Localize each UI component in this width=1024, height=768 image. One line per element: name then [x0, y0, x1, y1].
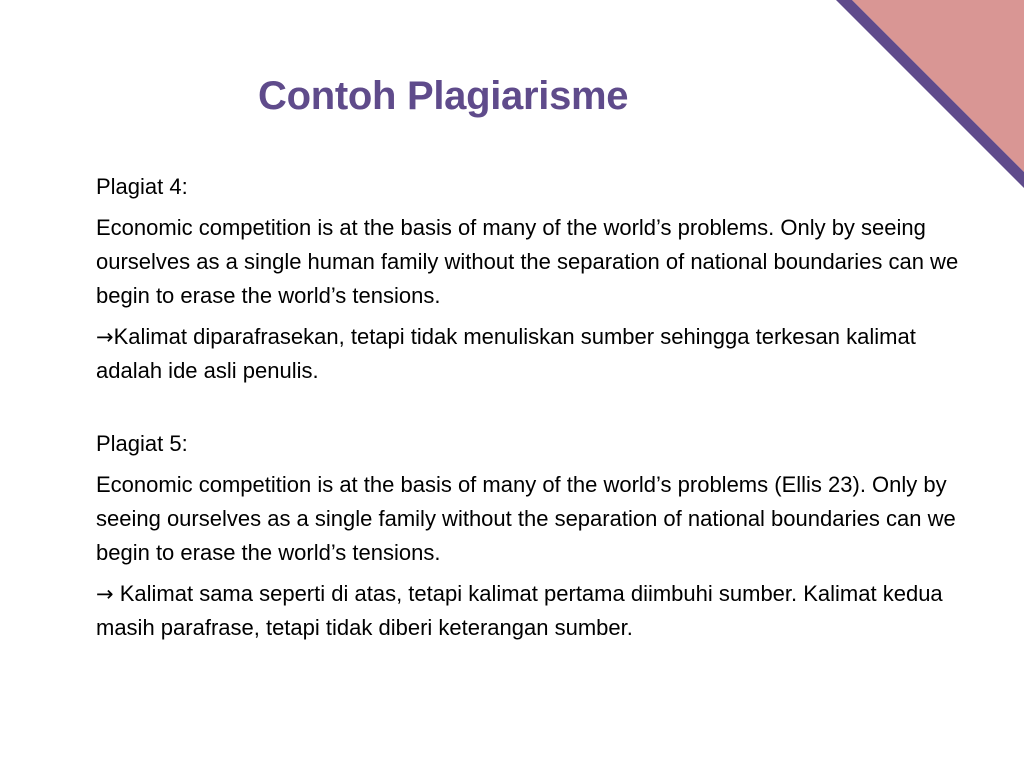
plagiat-4-note	[96, 320, 976, 388]
arrow-right-icon: →	[96, 582, 114, 606]
slide-title: Contoh Plagiarisme	[258, 74, 629, 118]
plagiat-5-note	[96, 577, 976, 645]
plagiat-5-note-text: Kalimat sama seperti di atas, tetapi kalimat pertama diimbuhi sumber. Kalimat kedua masih parafrase, tetapi tidak diberi keterangan sumber.	[96, 581, 943, 640]
plagiat-4-quote: Economic competition is at the basis of many of the world’s problems. Only by seeing ourselves as a single human family without the separation of national boundaries can we begin to erase the world’s tensions.	[96, 215, 959, 308]
corner-purple-band	[836, 0, 1024, 188]
arrow-right-icon: →	[96, 325, 114, 349]
plagiat-5-quote: Economic competition is at the basis of many of the world’s problems (Ellis 23). Only by seeing ourselves as a single family without the separation of national boundaries can we begin to erase the world’s tensions.	[96, 472, 956, 565]
plagiat-5-label: Plagiat 5:	[96, 431, 188, 456]
corner-pink-triangle	[852, 0, 1024, 172]
slide-body	[96, 170, 976, 652]
plagiat-4-label: Plagiat 4:	[96, 174, 188, 199]
plagiat-4-note-text: Kalimat diparafrasekan, tetapi tidak menuliskan sumber sehingga terkesan kalimat adalah ide asli penulis.	[96, 324, 916, 383]
